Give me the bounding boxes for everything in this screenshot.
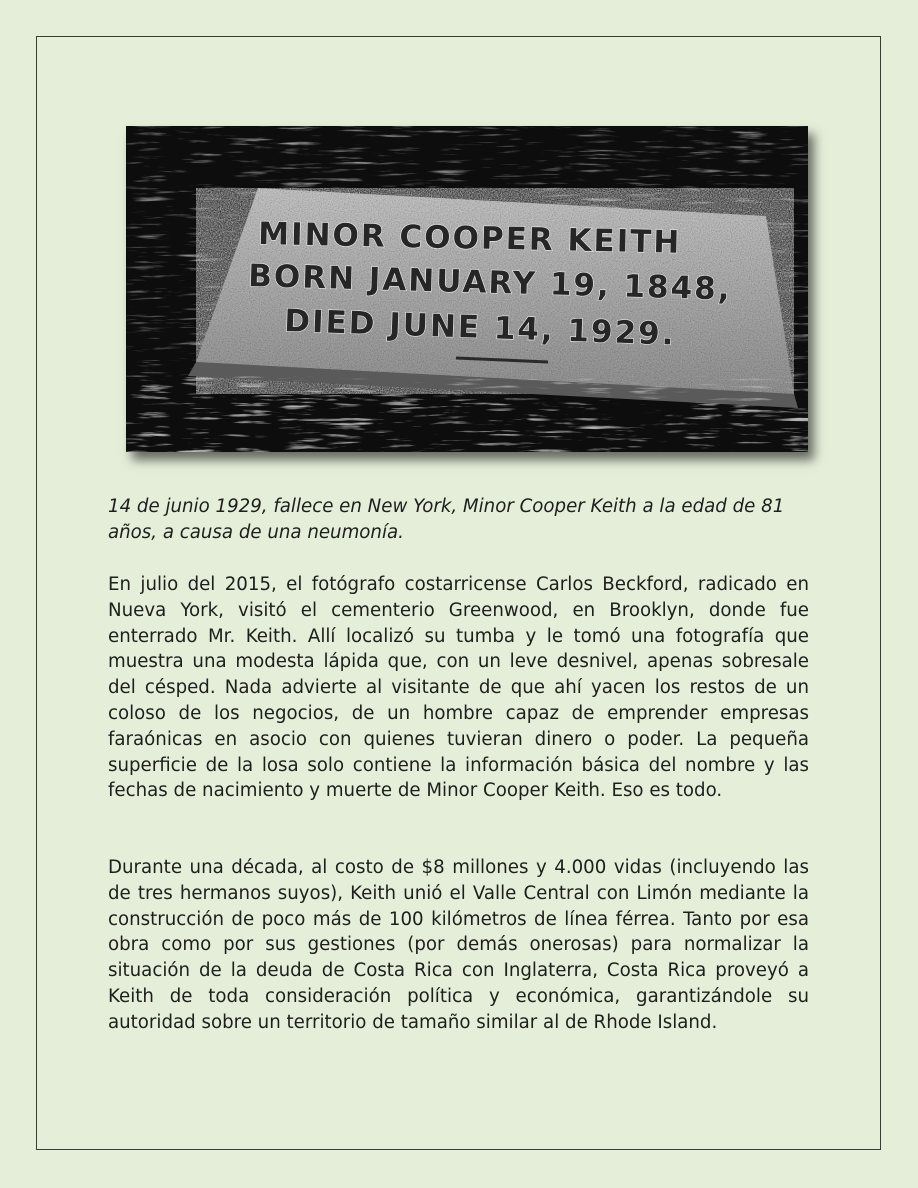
gravestone-photo — [126, 126, 808, 452]
paragraph-2: Durante una década, al costo de $8 millones y 4.000 vidas (incluyendo las de tres hermanos suyos), Keith unió el Valle Central con Limón mediante la construcción de poco más de 100 kilómetros de línea férrea. Tanto por esa obra como por sus gestiones (por demás onerosas) para normalizar la situación de la deuda de Costa Rica con Inglaterra, Costa Rica proveyó a Keith de toda consideración política y económica, garantizándole su autoridad sobre un territorio de tamaño similar al de Rhode Island. — [108, 857, 809, 1033]
stone-line-1: MINOR COOPER KEITH — [257, 216, 682, 261]
photo-caption: 14 de junio 1929, fallece en New York, Minor Cooper Keith a la edad de 81 años, a causa de una neumonía. — [108, 496, 785, 543]
stone-line-2: BORN JANUARY 19, 1848, — [247, 258, 733, 308]
stone-line-3: DIED JUNE 14, 1929. — [283, 303, 677, 353]
paragraph-1: En julio del 2015, el fotógrafo costarricense Carlos Beckford, radicado en Nueva York, visitó el cementerio Greenwood, en Brooklyn, donde fue enterrado Mr. Keith. Allí localizó su tumba y le tomó una fotografía que muestra una modesta lápida que, con un leve desnivel, apenas sobresale del césped. Nada advierte al visitante de que ahí yacen los restos de un coloso de los negocios, de un hombre capaz de emprender empresas faraónicas en asocio con quienes tuvieran dinero o poder. La pequeña superficie de la losa solo contiene la información básica del nombre y las fechas de nacimiento y muerte de Minor Cooper Keith. Eso es todo. — [108, 574, 809, 802]
